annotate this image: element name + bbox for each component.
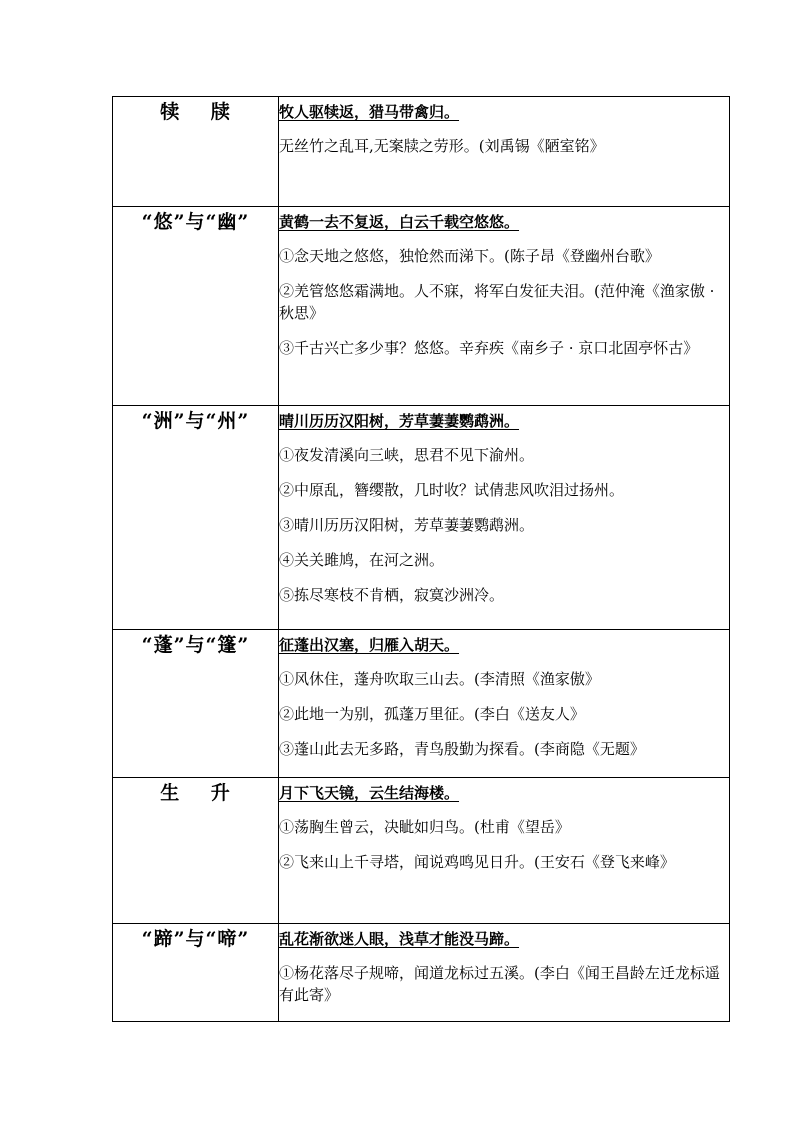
term-cell [113,406,279,630]
word-comparison-table [112,96,730,1022]
example-line: ③蓬山此去无多路，青鸟殷勤为探看。(李商隐《无题》 [279,740,645,758]
example-line: ⑤拣尽寒枝不肯栖，寂寞沙洲冷。 [279,586,505,604]
example-line: ①念天地之悠悠，独怆然而涕下。(陈子昂《登幽州台歌》 [279,247,660,265]
example-line: ②中原乱，簪缨散，几时收？试倩悲风吹泪过扬州。 [279,481,625,499]
table-row [113,924,730,1022]
term-cell [113,778,279,924]
term-cell [113,924,279,1022]
content-cell [279,924,730,1022]
table-row [113,207,730,406]
content-cell [279,97,730,207]
content-cell [279,630,730,778]
term-label: 生 升 [160,782,231,804]
content-cell [279,778,730,924]
term-label: “悠”与“幽” [141,211,250,233]
example-line: ③晴川历历汉阳树，芳草萋萋鹦鹉洲。 [279,516,535,534]
headline-verse: 乱花渐欲迷人眼，浅草才能没马蹄。 [279,930,520,948]
example-line: ①杨花落尽子规啼，闻道龙标过五溪。(李白《闻王昌龄左迁龙标遥有此寄》 [279,964,720,1004]
headline-verse: 晴川历历汉阳树，芳草萋萋鹦鹉洲。 [279,412,520,430]
example-line: ①夜发清溪向三峡，思君不见下渝州。 [279,446,535,464]
table-row [113,97,730,207]
term-label: “蹄”与“啼” [141,928,250,950]
example-line: ②羌管悠悠霜满地。人不寐，将军白发征夫泪。(范仲淹《渔家傲 · 秋思》 [279,282,715,322]
example-line: 无丝竹之乱耳,无案牍之劳形。(刘禹锡《陋室铭》 [279,137,605,155]
term-cell [113,207,279,406]
term-label: “洲”与“州” [141,410,250,432]
term-label: 犊 牍 [160,101,231,123]
content-cell [279,207,730,406]
example-line: ④关关雎鸠，在河之洲。 [279,551,445,569]
example-line: ①风休住，蓬舟吹取三山去。(李清照《渔家傲》 [279,670,600,688]
example-line: ①荡胸生曾云，决眦如归鸟。(杜甫《望岳》 [279,818,570,836]
headline-verse: 月下飞天镜，云生结海楼。 [279,784,460,802]
table-row [113,778,730,924]
term-cell [113,630,279,778]
example-line: ②此地一为别，孤蓬万里征。(李白《送友人》 [279,705,585,723]
content-cell [279,406,730,630]
term-label: “蓬”与“篷” [141,634,250,656]
example-line: ③千古兴亡多少事？悠悠。辛弃疾《南乡子 · 京口北固亭怀古》 [279,339,699,357]
headline-verse: 牧人驱犊返，猎马带禽归。 [279,103,460,121]
headline-verse: 黄鹤一去不复返，白云千载空悠悠。 [279,213,520,231]
term-cell [113,97,279,207]
table-row [113,630,730,778]
table-row [113,406,730,630]
example-line: ②飞来山上千寻塔，闻说鸡鸣见日升。(王安石《登飞来峰》 [279,853,675,871]
headline-verse: 征蓬出汉塞，归雁入胡天。 [279,636,460,654]
